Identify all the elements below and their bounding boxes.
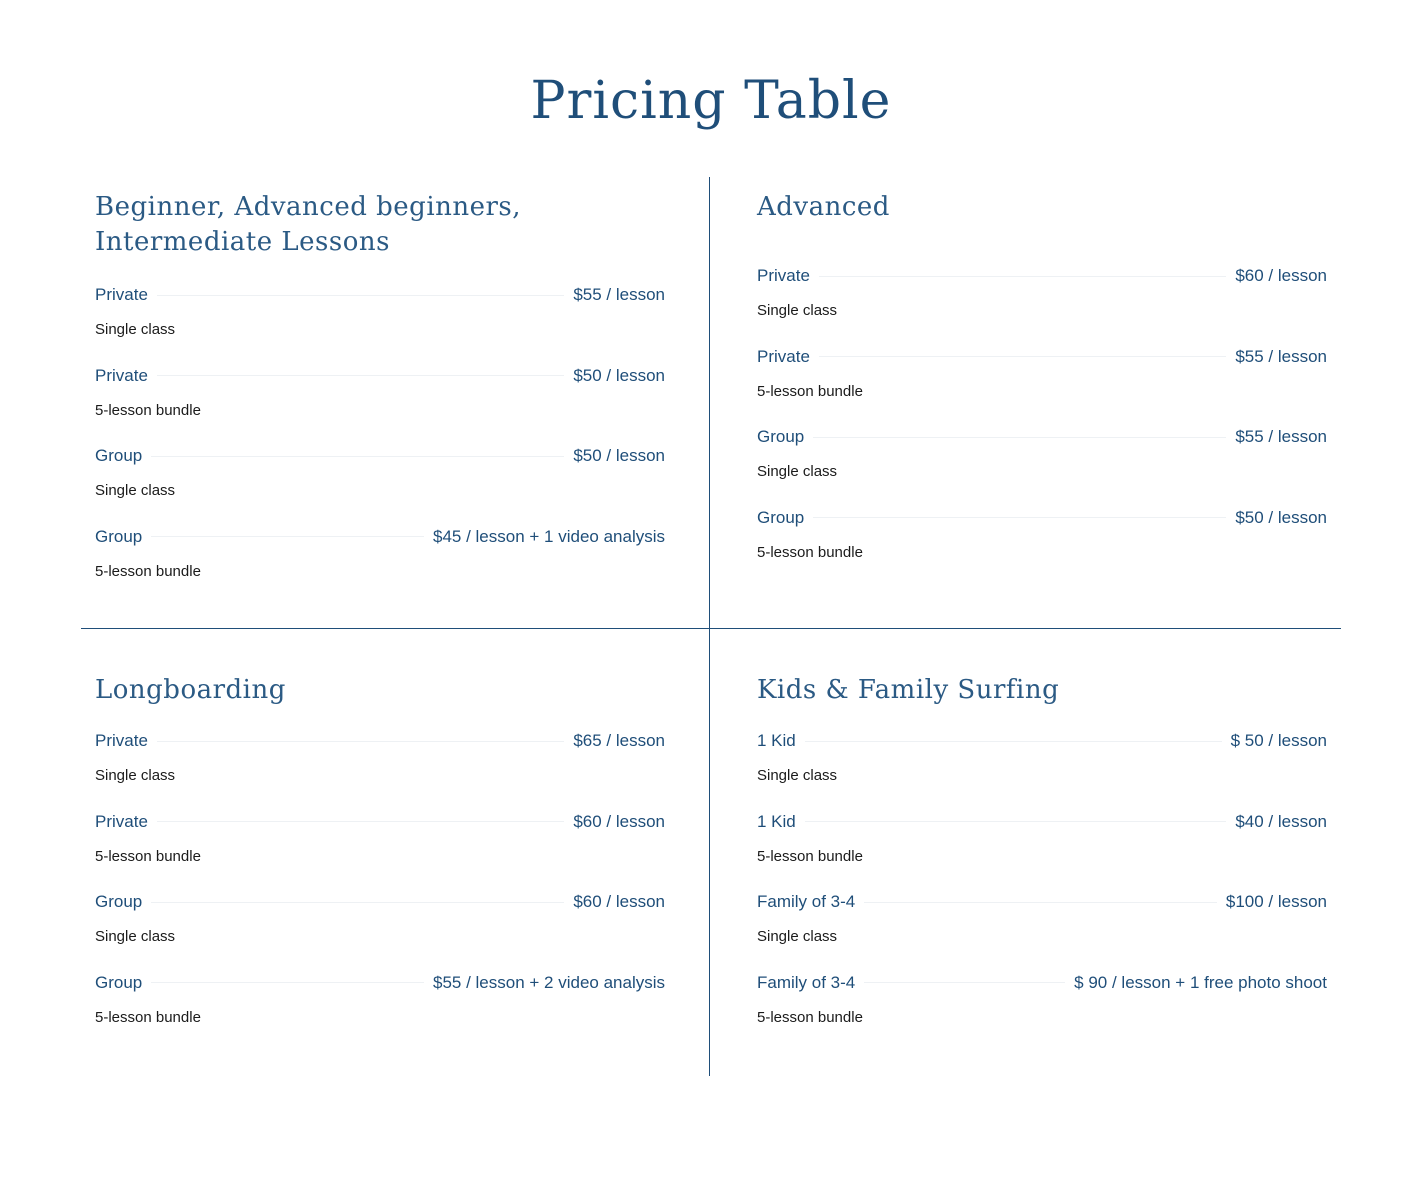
price-row [95,804,665,840]
section-advanced [757,190,1327,580]
price-item [95,723,665,804]
lesson-price: $40 / lesson [1235,811,1327,831]
price-item [757,258,1327,339]
lesson-type: Group [95,526,143,546]
price-item [757,804,1327,885]
lesson-price: $50 / lesson [573,446,665,465]
section-title: Advanced [757,192,890,222]
page-title: Pricing Table [530,71,892,131]
lesson-price: $55 / lesson [1235,346,1327,366]
lesson-description: Single class [757,928,838,945]
leader-line [151,902,564,903]
price-row [757,884,1327,920]
lesson-description: 5-lesson bundle [757,543,863,561]
lesson-description: 5-lesson bundle [95,401,201,419]
price-item [757,723,1327,804]
lesson-price: $60 / lesson [573,892,665,911]
price-item [757,419,1327,500]
leader-line [813,517,1226,518]
leader-line [805,741,1222,742]
price-list [95,723,665,1045]
lesson-type: 1 Kid [757,731,796,750]
lesson-type: Private [95,811,148,831]
lesson-description: Single class [757,302,838,319]
lesson-type: Private [757,266,810,285]
lesson-type: Private [95,731,148,750]
lesson-type: Private [757,346,810,366]
lesson-type: Private [95,285,148,304]
lesson-price: $45 / lesson + 1 video analysis [432,526,665,546]
lesson-description: Single class [95,482,176,499]
section-longboarding [95,673,665,1045]
leader-line [813,437,1226,438]
lesson-description: Single class [757,767,838,784]
leader-line [157,375,564,376]
lesson-type: Group [757,427,805,446]
price-item [95,519,665,600]
price-row [757,258,1327,294]
lesson-price: $50 / lesson [1235,507,1327,527]
lesson-description: 5-lesson bundle [95,1008,201,1026]
price-item [757,965,1327,1046]
vertical-divider [709,177,710,1076]
price-list [95,277,665,599]
leader-line [157,821,564,822]
leader-line [819,356,1226,357]
lesson-type: Group [95,446,143,465]
lesson-price: $55 / lesson + 2 video analysis [432,972,665,992]
leader-line [151,456,564,457]
price-item [95,884,665,965]
price-item [95,358,665,439]
price-row [95,438,665,474]
lesson-description: Single class [95,928,176,945]
lesson-description: 5-lesson bundle [757,382,863,400]
lesson-type: Family of 3-4 [757,892,856,911]
lesson-price: $ 90 / lesson + 1 free photo shoot [1074,972,1327,992]
price-item [757,339,1327,420]
lesson-price: $60 / lesson [573,811,665,831]
lesson-description: Single class [757,463,838,480]
price-row [95,884,665,920]
price-row [95,519,665,555]
price-row [757,723,1327,759]
lesson-price: $ 50 / lesson [1230,731,1327,750]
price-row [95,358,665,394]
lesson-type: Group [757,507,805,527]
lesson-description: Single class [95,321,176,338]
price-item [757,500,1327,581]
price-row [95,277,665,313]
leader-line [864,902,1217,903]
lesson-price: $65 / lesson [573,731,665,750]
price-row [757,500,1327,536]
price-item [757,884,1327,965]
lesson-description: 5-lesson bundle [757,1008,863,1026]
lesson-type: Group [95,972,143,992]
price-row [757,804,1327,840]
lesson-price: $60 / lesson [1235,266,1327,285]
section-title: Longboarding [95,675,286,705]
lesson-type: Group [95,892,143,911]
lesson-type: Family of 3-4 [757,972,856,992]
section-beginner-intermediate [95,190,665,599]
price-list [757,723,1327,1045]
section-kids-family [757,673,1327,1045]
leader-line [805,821,1227,822]
lesson-type: 1 Kid [757,811,796,831]
lesson-price: $50 / lesson [573,365,665,385]
price-item [95,965,665,1046]
price-list [757,258,1327,580]
section-title: Kids & Family Surfing [757,675,1060,705]
price-row [95,723,665,759]
leader-line [864,982,1065,983]
lesson-price: $55 / lesson [573,285,665,304]
section-title: Beginner, Advanced beginners, Intermediate Lessons [95,192,522,257]
lesson-price: $55 / lesson [1235,427,1327,446]
lesson-description: 5-lesson bundle [757,847,863,865]
leader-line [151,536,424,537]
price-row [95,965,665,1001]
horizontal-divider [81,628,1341,629]
price-row [757,339,1327,375]
price-row [757,419,1327,455]
lesson-description: 5-lesson bundle [95,847,201,865]
lesson-price: $100 / lesson [1225,892,1327,911]
lesson-description: 5-lesson bundle [95,562,201,580]
price-item [95,277,665,358]
leader-line [157,295,564,296]
lesson-description: Single class [95,767,176,784]
price-item [95,438,665,519]
lesson-type: Private [95,365,148,385]
leader-line [819,276,1226,277]
price-item [95,804,665,885]
leader-line [151,982,424,983]
leader-line [157,741,564,742]
price-row [757,965,1327,1001]
